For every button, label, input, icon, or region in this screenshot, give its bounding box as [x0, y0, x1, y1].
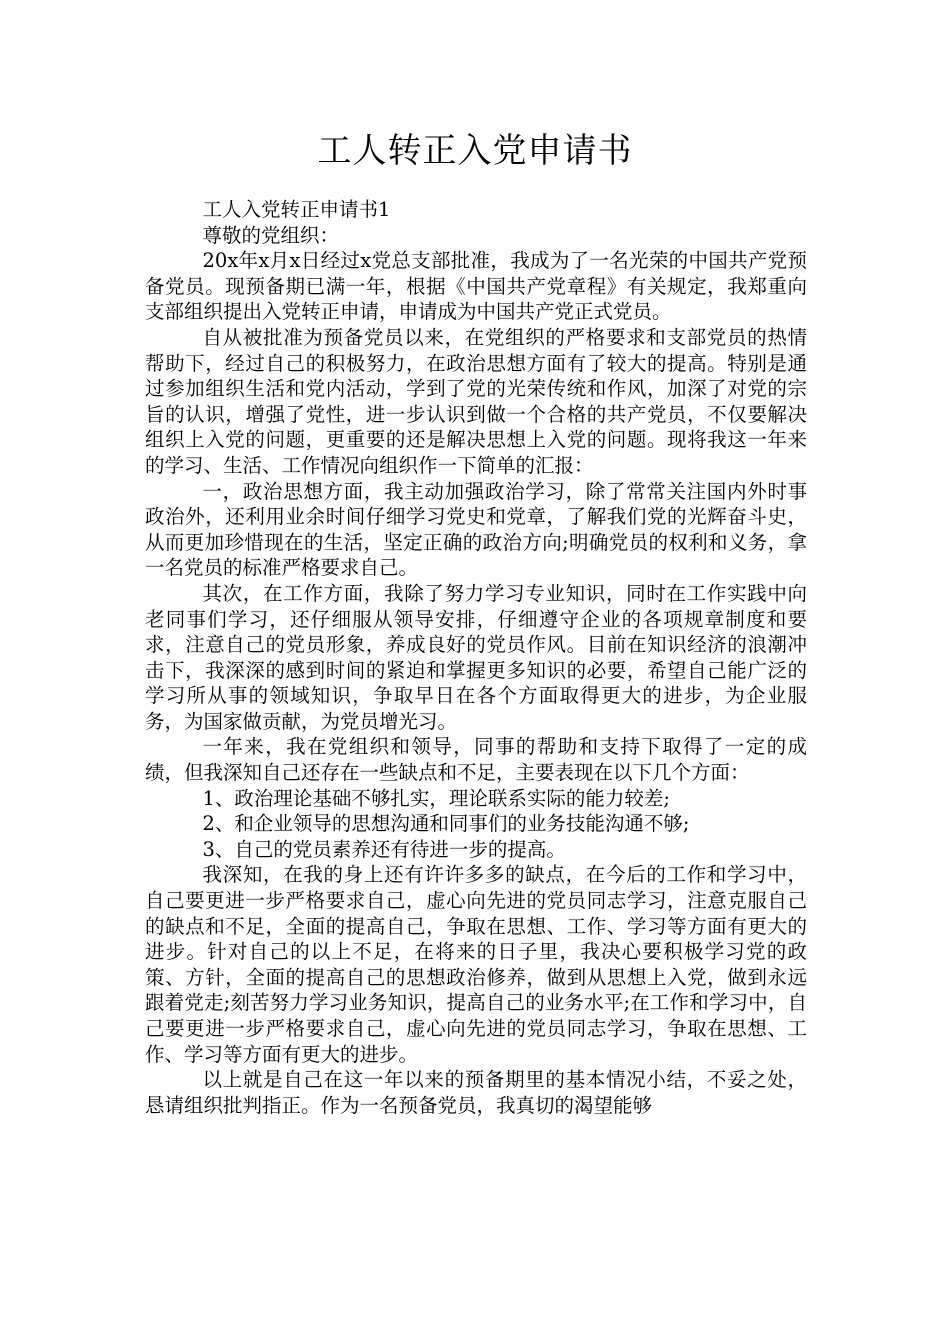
body-paragraph: 以上就是自己在这一年以来的预备期里的基本情况小结，不妥之处，恳请组织批判指正。作为一名预备党员，我真切的渴望能够 [145, 1068, 807, 1117]
subtitle-paragraph: 工人入党转正申请书1 [202, 198, 391, 221]
list-item: 1、政治理论基础不够扎实，理论联系实际的能力较差; [202, 786, 670, 810]
body-paragraph: 一年来，我在党组织和领导，同事的帮助和支持下取得了一定的成绩，但我深知自己还存在一些缺点和不足，主要表现在以下几个方面： [145, 735, 807, 785]
document-body [145, 197, 807, 1118]
body-paragraph: 一，政治思想方面，我主动加强政治学习，除了常常关注国内外时事政治外，还利用业余时间仔细学习党史和党章，了解我们党的光辉奋斗史，从而更加珍惜现在的生活，坚定正确的政治方向;明确党员的权利和义务，拿一名党员的标准严格要求自己。 [145, 479, 807, 580]
body-paragraph: 我深知，在我的身上还有许许多多的缺点，在今后的工作和学习中，自己要更进一步严格要求自己，虚心向先进的党员同志学习，注意克服自己的缺点和不足，全面的提高自己，争取在思想、工作、学习等方面有更大的进步。针对自己的以上不足，在将来的日子里，我决心要积极学习党的政策、方针，全面的提高自己的思想政治修养，做到从思想上入党，做到永远跟着党走;刻苦努力学习业务知识，提高自己的业务水平;在工作和学习中，自己要更进一步严格要求自己，虚心向先进的党员同志学习，争取在思想、工作、学习等方面有更大的进步。 [145, 863, 807, 1066]
list-item: 3、自己的党员素养还有待进一步的提高。 [202, 837, 566, 861]
body-paragraph: 其次，在工作方面，我除了努力学习专业知识，同时在工作实践中向老同事们学习，还仔细服从领导安排，仔细遵守企业的各项规章制度和要求，注意自己的党员形象，养成良好的党员作风。目前在知识经济的浪潮冲击下，我深深的感到时间的紧迫和掌握更多知识的必要，希望自己能广泛的学习所从事的领域知识，争取早日在各个方面取得更大的进步，为企业服务，为国家做贡献，为党员增光习。 [145, 581, 807, 733]
salutation-paragraph: 尊敬的党组织： [202, 223, 340, 247]
list-item: 2、和企业领导的思想沟通和同事们的业务技能沟通不够; [202, 812, 690, 836]
body-paragraph: 自从被批准为预备党员以来，在党组织的严格要求和支部党员的热情帮助下，经过自己的积极努力，在政治思想方面有了较大的提高。特别是通过参加组织生活和党内活动，学到了党的光荣传统和作风，加深了对党的宗旨的认识，增强了党性，进一步认识到做一个合格的共产党员，不仅要解决组织上入党的问题，更重要的还是解决思想上入党的问题。现将我这一年来的学习、生活、工作情况向组织作一下简单的汇报： [145, 325, 807, 477]
body-paragraph: 20x年x月x日经过x党总支部批准，我成为了一名光荣的中国共产党预备党员。现预备期已满一年，根据《中国共产党章程》有关规定，我郑重向支部组织提出入党转正申请，申请成为中国共产党正式党员。 [145, 249, 807, 324]
document-title: 工人转正入党申请书 [317, 131, 633, 171]
